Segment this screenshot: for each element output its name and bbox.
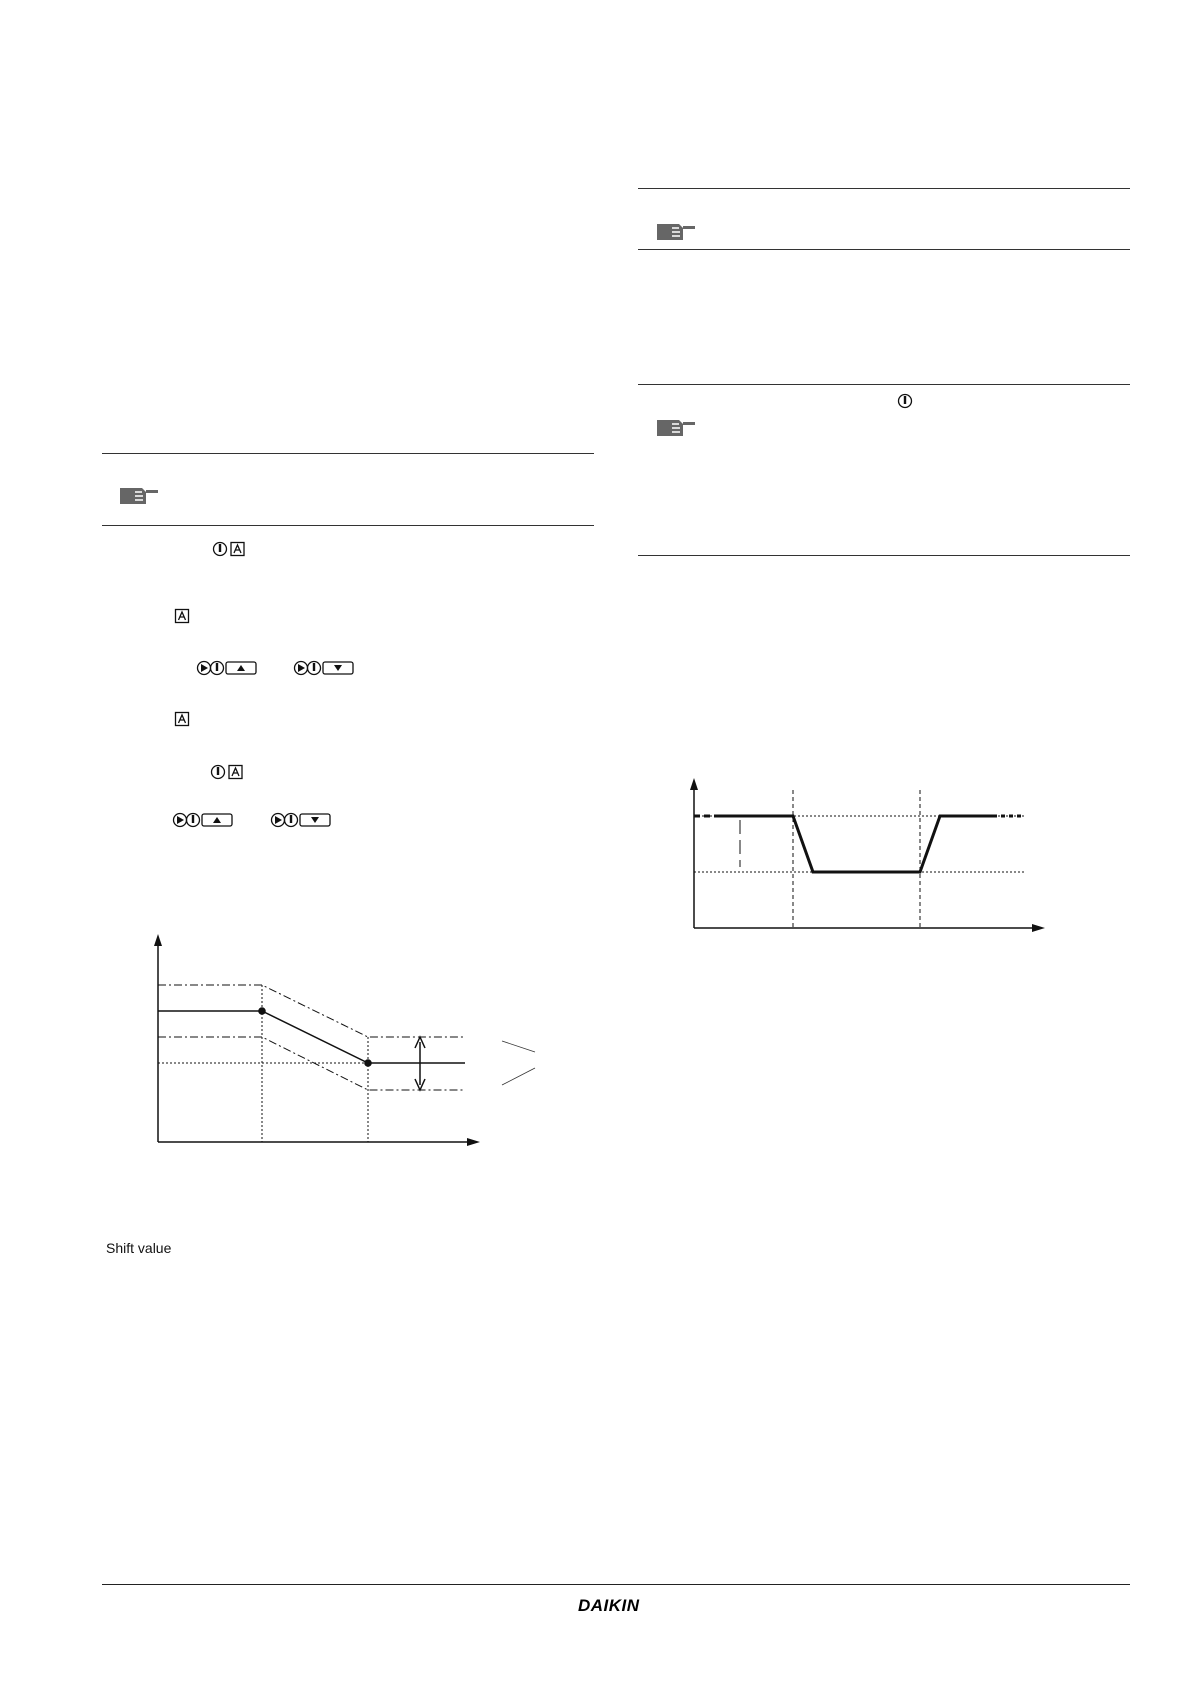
thermometer-auto-icon — [210, 764, 244, 780]
note-hand-icon — [118, 484, 160, 508]
temp-up-button-icon — [196, 660, 258, 676]
thermometer-icon — [897, 393, 913, 409]
y-axis-arrow — [690, 778, 698, 790]
setback-schedule-diagram — [680, 770, 1060, 940]
left-note-bottom-rule — [102, 525, 594, 526]
footer-rule — [102, 1584, 1130, 1585]
x-axis-arrow — [1032, 924, 1045, 932]
x-axis-arrow — [467, 1138, 480, 1146]
setpoint-shift-diagram — [140, 928, 540, 1150]
temp-up-button-icon — [172, 812, 234, 828]
thermometer-auto-icon — [212, 541, 246, 557]
y-axis-arrow — [154, 934, 162, 946]
right-note-2-top-rule — [638, 384, 1130, 385]
auto-icon — [174, 711, 190, 727]
temp-down-button-icon — [293, 660, 355, 676]
auto-icon — [174, 608, 190, 624]
note-hand-icon — [655, 416, 697, 440]
leader-line-2 — [502, 1068, 535, 1085]
schedule-line — [718, 816, 993, 872]
shift-value-label: Shift value — [106, 1240, 172, 1256]
leader-line-1 — [502, 1041, 535, 1052]
right-note-2-bottom-rule — [638, 555, 1130, 556]
temp-down-button-icon — [270, 812, 332, 828]
left-note-top-rule — [102, 453, 594, 454]
daikin-logo: DAIKIN — [578, 1596, 640, 1615]
note-hand-icon — [655, 220, 697, 244]
right-note-1-bottom-rule — [638, 249, 1130, 250]
right-note-1-top-rule — [638, 188, 1130, 189]
